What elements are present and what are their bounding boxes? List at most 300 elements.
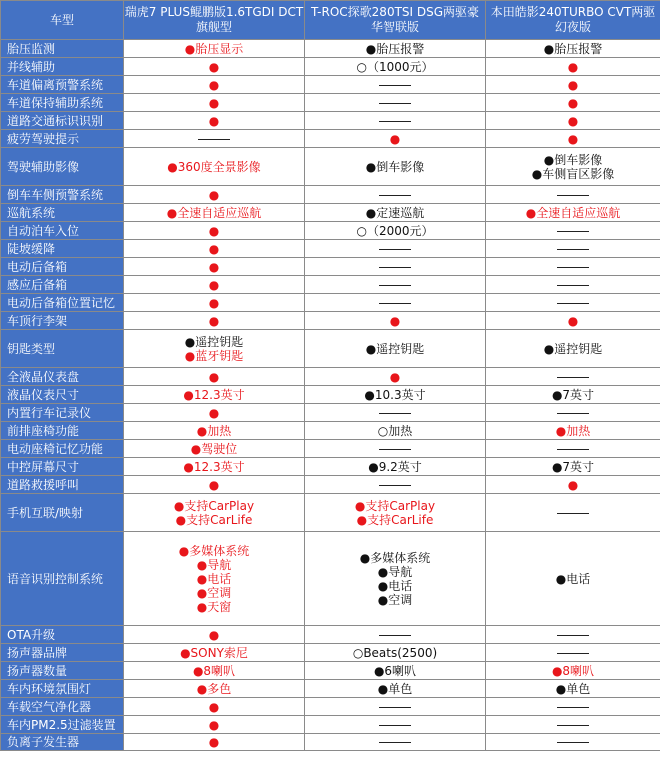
table-row xyxy=(1,716,660,734)
spec-cell-car-1 xyxy=(124,440,305,458)
spec-value: ●单色 xyxy=(555,681,591,696)
spec-cell-car-3 xyxy=(486,644,660,662)
spec-cell-car-1 xyxy=(124,94,305,112)
dash-line xyxy=(557,249,589,250)
spec-value: ●全速自适应巡航 xyxy=(525,205,621,220)
dash-line xyxy=(379,635,411,636)
spec-cell-car-3 xyxy=(486,222,660,240)
spec-cell-car-1 xyxy=(124,294,305,312)
spec-cell-car-1 xyxy=(124,494,305,532)
spec-value: ● xyxy=(208,313,220,328)
feature-label: 电动座椅记忆功能 xyxy=(1,440,124,458)
dash-line xyxy=(379,85,411,86)
spec-cell-car-2 xyxy=(305,294,486,312)
not-available-mark xyxy=(486,188,660,202)
spec-cell-car-1 xyxy=(124,680,305,698)
not-available-mark xyxy=(305,735,485,749)
spec-value: ●7英寸 xyxy=(551,387,595,402)
spec-value: ●空调 xyxy=(377,592,413,607)
not-available-mark xyxy=(486,718,660,732)
spec-value: ●加热 xyxy=(196,423,232,438)
spec-value: ●导航 xyxy=(377,564,413,579)
feature-label: 巡航系统 xyxy=(1,204,124,222)
feature-label: 中控屏幕尺寸 xyxy=(1,458,124,476)
dash-line xyxy=(379,195,411,196)
spec-value: ●遥控钥匙 xyxy=(365,341,425,356)
not-available-mark xyxy=(305,406,485,420)
dash-line xyxy=(198,139,230,140)
not-available-mark xyxy=(486,506,660,520)
feature-label: 车内环境氛围灯 xyxy=(1,680,124,698)
feature-label: 驾驶辅助影像 xyxy=(1,148,124,186)
dash-line xyxy=(379,285,411,286)
spec-value: ●天窗 xyxy=(196,599,232,614)
spec-cell-car-1 xyxy=(124,716,305,734)
feature-label: 倒车车侧预警系统 xyxy=(1,186,124,204)
spec-cell-car-3 xyxy=(486,476,660,494)
not-available-mark xyxy=(486,406,660,420)
spec-value: ●电话 xyxy=(555,571,591,586)
spec-cell-car-2 xyxy=(305,440,486,458)
not-available-mark xyxy=(486,735,660,749)
spec-value: ● xyxy=(208,369,220,384)
spec-cell-car-1 xyxy=(124,40,305,58)
spec-cell-car-2 xyxy=(305,368,486,386)
table-row xyxy=(1,626,660,644)
spec-cell-car-3 xyxy=(486,204,660,222)
spec-value: ● xyxy=(567,477,579,492)
spec-cell-car-2 xyxy=(305,626,486,644)
spec-value: ●12.3英寸 xyxy=(183,459,245,474)
dash-line xyxy=(557,707,589,708)
table-row xyxy=(1,476,660,494)
spec-cell-car-3 xyxy=(486,240,660,258)
spec-cell-car-1 xyxy=(124,58,305,76)
spec-value: ●支持CarLife xyxy=(175,512,253,527)
table-row xyxy=(1,294,660,312)
spec-cell-car-3 xyxy=(486,58,660,76)
spec-cell-car-1 xyxy=(124,662,305,680)
car-1-name: 瑞虎7 PLUS xyxy=(124,5,190,19)
spec-cell-car-1 xyxy=(124,532,305,626)
spec-cell-car-1 xyxy=(124,698,305,716)
spec-value: ○Beats(2500) xyxy=(352,645,438,660)
feature-label: 疲劳驾驶提示 xyxy=(1,130,124,148)
spec-cell-car-2 xyxy=(305,386,486,404)
spec-value: ●支持CarPlay xyxy=(354,498,436,513)
spec-cell-car-3 xyxy=(486,662,660,680)
dash-line xyxy=(379,103,411,104)
dash-line xyxy=(557,231,589,232)
spec-cell-car-3 xyxy=(486,258,660,276)
spec-cell-car-3 xyxy=(486,626,660,644)
not-available-mark xyxy=(305,628,485,642)
dash-line xyxy=(557,413,589,414)
feature-label: 扬声器数量 xyxy=(1,662,124,680)
not-available-mark xyxy=(305,442,485,456)
not-available-mark xyxy=(305,96,485,110)
feature-label: 全液晶仪表盘 xyxy=(1,368,124,386)
spec-cell-car-3 xyxy=(486,312,660,330)
spec-cell-car-2 xyxy=(305,148,486,186)
spec-cell-car-2 xyxy=(305,204,486,222)
spec-value: ●多媒体系统 xyxy=(178,543,250,558)
feature-label: 胎压监测 xyxy=(1,40,124,58)
spec-value: ○加热 xyxy=(377,423,413,438)
spec-value: ● xyxy=(208,59,220,74)
spec-cell-car-2 xyxy=(305,734,486,751)
dash-line xyxy=(557,449,589,450)
spec-value: ● xyxy=(208,477,220,492)
dash-line xyxy=(379,121,411,122)
dash-line xyxy=(557,267,589,268)
spec-value: ●8喇叭 xyxy=(551,663,595,678)
not-available-mark xyxy=(305,242,485,256)
spec-cell-car-2 xyxy=(305,40,486,58)
spec-cell-car-3 xyxy=(486,404,660,422)
spec-value: ●导航 xyxy=(196,557,232,572)
spec-cell-car-3 xyxy=(486,386,660,404)
spec-cell-car-2 xyxy=(305,276,486,294)
dash-line xyxy=(557,285,589,286)
spec-cell-car-2 xyxy=(305,58,486,76)
dash-line xyxy=(557,513,589,514)
spec-cell-car-3 xyxy=(486,186,660,204)
spec-value: ● xyxy=(208,241,220,256)
table-row xyxy=(1,76,660,94)
spec-value: ●支持CarLife xyxy=(356,512,434,527)
table-row xyxy=(1,386,660,404)
spec-cell-car-3 xyxy=(486,532,660,626)
feature-label: 并线辅助 xyxy=(1,58,124,76)
table-row xyxy=(1,368,660,386)
spec-cell-car-2 xyxy=(305,130,486,148)
header-car-1 xyxy=(124,1,305,40)
header-car-2 xyxy=(305,1,486,40)
not-available-mark xyxy=(486,628,660,642)
not-available-mark xyxy=(486,278,660,292)
spec-cell-car-2 xyxy=(305,222,486,240)
spec-cell-car-3 xyxy=(486,698,660,716)
feature-label: 车道偏离预警系统 xyxy=(1,76,124,94)
table-row xyxy=(1,734,660,751)
spec-value: ●9.2英寸 xyxy=(368,459,422,474)
spec-value: ● xyxy=(389,131,401,146)
spec-cell-car-1 xyxy=(124,112,305,130)
spec-cell-car-1 xyxy=(124,186,305,204)
spec-value: ●蓝牙钥匙 xyxy=(184,348,244,363)
spec-value: ● xyxy=(208,95,220,110)
spec-cell-car-1 xyxy=(124,476,305,494)
not-available-mark xyxy=(305,260,485,274)
spec-value: ●驾驶位 xyxy=(190,441,238,456)
spec-cell-car-1 xyxy=(124,644,305,662)
spec-cell-car-1 xyxy=(124,626,305,644)
table-row xyxy=(1,440,660,458)
spec-cell-car-2 xyxy=(305,662,486,680)
spec-value: ●倒车影像 xyxy=(543,152,603,167)
spec-value: ● xyxy=(567,113,579,128)
not-available-mark xyxy=(305,478,485,492)
spec-cell-car-1 xyxy=(124,130,305,148)
spec-cell-car-1 xyxy=(124,404,305,422)
spec-cell-car-2 xyxy=(305,330,486,368)
spec-cell-car-2 xyxy=(305,186,486,204)
dash-line xyxy=(557,195,589,196)
feature-label: 扬声器品牌 xyxy=(1,644,124,662)
spec-value: ● xyxy=(208,627,220,642)
spec-value: ● xyxy=(208,187,220,202)
feature-label: 语音识别控制系统 xyxy=(1,532,124,626)
spec-cell-car-2 xyxy=(305,494,486,532)
spec-value: ● xyxy=(567,131,579,146)
table-row xyxy=(1,312,660,330)
table-row xyxy=(1,204,660,222)
spec-cell-car-2 xyxy=(305,532,486,626)
feature-label: 车道保持辅助系统 xyxy=(1,94,124,112)
spec-value: ● xyxy=(208,735,220,749)
dash-line xyxy=(557,742,589,743)
spec-cell-car-3 xyxy=(486,294,660,312)
spec-value: ●支持CarPlay xyxy=(173,498,255,513)
car-1-trim: 鲲鹏版1.6TGDI DCT旗舰型 xyxy=(189,5,304,34)
spec-cell-car-1 xyxy=(124,258,305,276)
not-available-mark xyxy=(305,700,485,714)
spec-value: ●360度全景影像 xyxy=(167,159,261,174)
spec-cell-car-3 xyxy=(486,330,660,368)
car-2-trim: 280TSI DSG两驱豪华智联版 xyxy=(370,5,480,34)
spec-cell-car-2 xyxy=(305,476,486,494)
feature-label: 手机互联/映射 xyxy=(1,494,124,532)
spec-cell-car-2 xyxy=(305,422,486,440)
table-row xyxy=(1,680,660,698)
spec-cell-car-3 xyxy=(486,76,660,94)
table-row xyxy=(1,662,660,680)
table-row xyxy=(1,422,660,440)
spec-value: ● xyxy=(208,699,220,714)
not-available-mark xyxy=(305,718,485,732)
spec-cell-car-2 xyxy=(305,94,486,112)
not-available-mark xyxy=(486,370,660,384)
not-available-mark xyxy=(486,646,660,660)
feature-label: 液晶仪表尺寸 xyxy=(1,386,124,404)
spec-cell-car-3 xyxy=(486,40,660,58)
table-row xyxy=(1,112,660,130)
table-row xyxy=(1,222,660,240)
not-available-mark xyxy=(305,188,485,202)
dash-line xyxy=(379,742,411,743)
spec-value: ● xyxy=(208,223,220,238)
spec-value: ● xyxy=(208,77,220,92)
spec-value: ●8喇叭 xyxy=(192,663,236,678)
spec-value: ● xyxy=(567,95,579,110)
spec-cell-car-2 xyxy=(305,716,486,734)
dash-line xyxy=(379,249,411,250)
spec-value: ●加热 xyxy=(555,423,591,438)
spec-cell-car-3 xyxy=(486,440,660,458)
spec-value: ●10.3英寸 xyxy=(364,387,426,402)
spec-cell-car-2 xyxy=(305,680,486,698)
spec-value: ●遥控钥匙 xyxy=(184,334,244,349)
spec-value: ● xyxy=(208,113,220,128)
spec-cell-car-2 xyxy=(305,240,486,258)
spec-value: ●多色 xyxy=(196,681,232,696)
spec-value: ●SONY索尼 xyxy=(180,645,248,660)
spec-value: ● xyxy=(208,277,220,292)
dash-line xyxy=(379,449,411,450)
spec-value: ● xyxy=(208,295,220,310)
spec-cell-car-2 xyxy=(305,76,486,94)
spec-cell-car-3 xyxy=(486,130,660,148)
spec-cell-car-3 xyxy=(486,716,660,734)
spec-cell-car-1 xyxy=(124,204,305,222)
spec-value: ●单色 xyxy=(377,681,413,696)
not-available-mark xyxy=(486,224,660,238)
spec-cell-car-3 xyxy=(486,276,660,294)
feature-label: OTA升级 xyxy=(1,626,124,644)
not-available-mark xyxy=(305,78,485,92)
spec-value: ●胎压报警 xyxy=(543,41,603,56)
spec-cell-car-1 xyxy=(124,422,305,440)
spec-value: ●全速自适应巡航 xyxy=(166,205,262,220)
spec-value: ●遥控钥匙 xyxy=(543,341,603,356)
table-row xyxy=(1,240,660,258)
spec-cell-car-2 xyxy=(305,312,486,330)
table-row xyxy=(1,148,660,186)
table-row xyxy=(1,494,660,532)
dash-line xyxy=(557,635,589,636)
spec-cell-car-3 xyxy=(486,422,660,440)
spec-cell-car-1 xyxy=(124,734,305,751)
spec-value: ●12.3英寸 xyxy=(183,387,245,402)
table-row xyxy=(1,58,660,76)
table-row xyxy=(1,40,660,58)
table-row xyxy=(1,94,660,112)
feature-label: 道路交通标识识别 xyxy=(1,112,124,130)
header-car-3 xyxy=(486,1,660,40)
spec-cell-car-1 xyxy=(124,276,305,294)
dash-line xyxy=(557,725,589,726)
spec-cell-car-1 xyxy=(124,386,305,404)
spec-value: ●电话 xyxy=(377,578,413,593)
table-row xyxy=(1,698,660,716)
not-available-mark xyxy=(305,296,485,310)
spec-cell-car-1 xyxy=(124,76,305,94)
dash-line xyxy=(379,707,411,708)
car-3-name: 本田皓影 xyxy=(490,5,539,19)
spec-cell-car-3 xyxy=(486,458,660,476)
spec-value: ● xyxy=(389,313,401,328)
spec-cell-car-1 xyxy=(124,458,305,476)
spec-cell-car-2 xyxy=(305,404,486,422)
feature-label: 电动后备箱位置记忆 xyxy=(1,294,124,312)
not-available-mark xyxy=(486,296,660,310)
spec-value: ●车侧盲区影像 xyxy=(531,166,615,181)
table-row xyxy=(1,258,660,276)
spec-cell-car-2 xyxy=(305,644,486,662)
spec-cell-car-1 xyxy=(124,222,305,240)
spec-cell-car-3 xyxy=(486,734,660,751)
car-2-name: T-ROC探歌 xyxy=(310,5,372,19)
feature-label: 车顶行李架 xyxy=(1,312,124,330)
table-row xyxy=(1,186,660,204)
feature-label: 车内PM2.5过滤装置 xyxy=(1,716,124,734)
spec-value: ○（1000元） xyxy=(356,59,434,74)
feature-label: 陡坡缓降 xyxy=(1,240,124,258)
not-available-mark xyxy=(124,132,304,146)
spec-cell-car-2 xyxy=(305,698,486,716)
dash-line xyxy=(379,267,411,268)
car-3-trim: 240TURBO CVT两驱幻夜版 xyxy=(538,5,656,34)
spec-cell-car-3 xyxy=(486,680,660,698)
spec-cell-car-3 xyxy=(486,148,660,186)
header-row xyxy=(1,1,660,40)
spec-value: ●7英寸 xyxy=(551,459,595,474)
spec-cell-car-2 xyxy=(305,258,486,276)
not-available-mark xyxy=(305,114,485,128)
spec-value: ●6喇叭 xyxy=(373,663,417,678)
spec-value: ● xyxy=(567,313,579,328)
spec-value: ● xyxy=(208,405,220,420)
feature-label: 感应后备箱 xyxy=(1,276,124,294)
spec-cell-car-1 xyxy=(124,312,305,330)
spec-value: ●胎压报警 xyxy=(365,41,425,56)
header-feature-cell: 车型 xyxy=(1,1,124,40)
spec-table-body xyxy=(1,1,660,751)
spec-cell-car-1 xyxy=(124,240,305,258)
dash-line xyxy=(557,377,589,378)
spec-cell-car-3 xyxy=(486,494,660,532)
spec-value: ● xyxy=(389,369,401,384)
spec-value: ● xyxy=(567,77,579,92)
dash-line xyxy=(379,413,411,414)
spec-cell-car-3 xyxy=(486,368,660,386)
spec-value: ○（2000元） xyxy=(356,223,434,238)
dash-line xyxy=(379,303,411,304)
spec-cell-car-1 xyxy=(124,330,305,368)
not-available-mark xyxy=(486,242,660,256)
table-row xyxy=(1,644,660,662)
dash-line xyxy=(379,725,411,726)
spec-cell-car-2 xyxy=(305,112,486,130)
not-available-mark xyxy=(486,442,660,456)
table-row xyxy=(1,532,660,626)
not-available-mark xyxy=(305,278,485,292)
not-available-mark xyxy=(486,260,660,274)
dash-line xyxy=(557,653,589,654)
feature-label: 车载空气净化器 xyxy=(1,698,124,716)
spec-cell-car-3 xyxy=(486,94,660,112)
feature-label: 负离子发生器 xyxy=(1,734,124,751)
spec-value: ● xyxy=(208,259,220,274)
spec-value: ● xyxy=(567,59,579,74)
feature-label: 道路救援呼叫 xyxy=(1,476,124,494)
dash-line xyxy=(557,303,589,304)
table-row xyxy=(1,404,660,422)
not-available-mark xyxy=(486,700,660,714)
spec-value: ●电话 xyxy=(196,571,232,586)
spec-cell-car-1 xyxy=(124,148,305,186)
table-row xyxy=(1,130,660,148)
spec-value: ●多媒体系统 xyxy=(359,550,431,565)
dash-line xyxy=(379,485,411,486)
spec-value: ● xyxy=(208,717,220,732)
spec-value: ●胎压显示 xyxy=(184,41,244,56)
spec-value: ●倒车影像 xyxy=(365,159,425,174)
feature-label: 电动后备箱 xyxy=(1,258,124,276)
table-row xyxy=(1,276,660,294)
feature-label: 自动泊车入位 xyxy=(1,222,124,240)
